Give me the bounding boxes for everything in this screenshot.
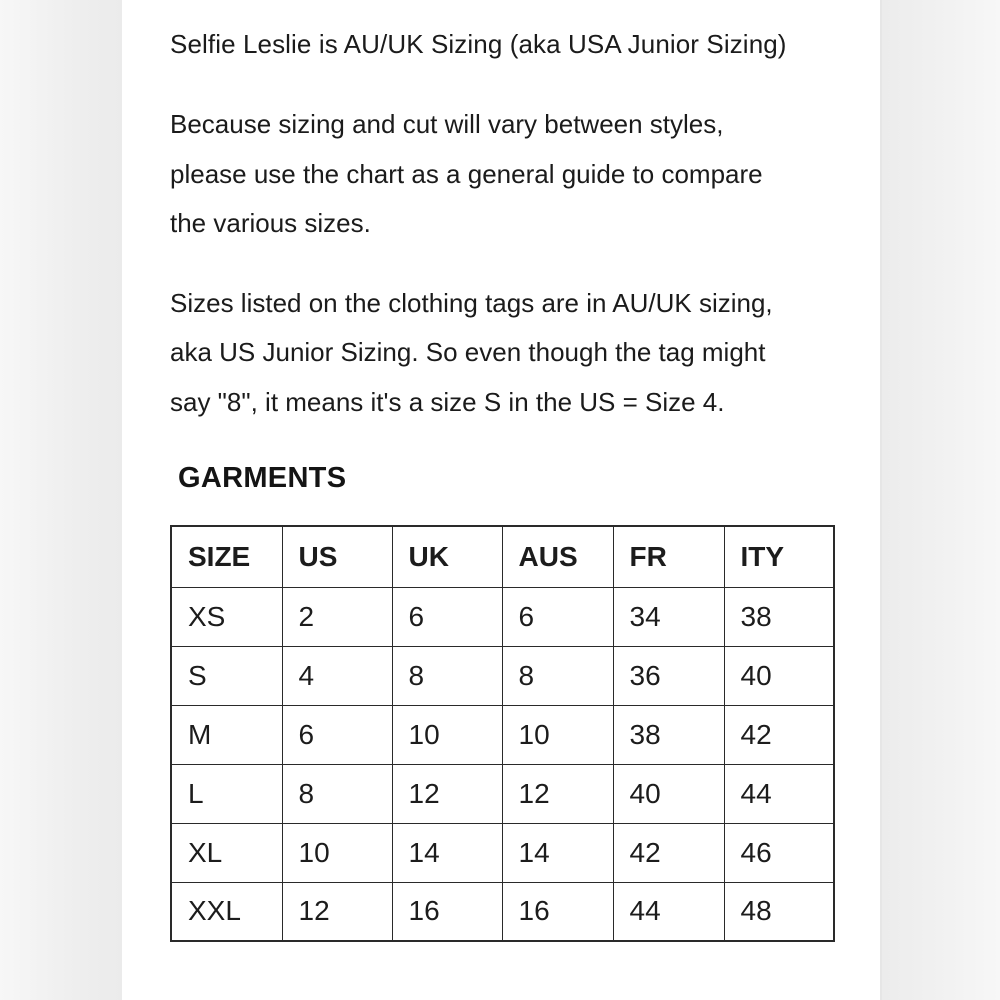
table-cell: 16 [392,882,502,941]
table-cell: 42 [613,823,724,882]
table-cell: XS [171,587,282,646]
table-cell: 40 [613,764,724,823]
paragraph-line: Because sizing and cut will vary between styles, [170,109,724,139]
table-cell: 44 [613,882,724,941]
table-cell: 8 [502,646,613,705]
table-cell: 6 [502,587,613,646]
table-cell: XL [171,823,282,882]
document-content [170,22,850,927]
table-cell: L [171,764,282,823]
table-cell: 10 [392,705,502,764]
table-cell: M [171,705,282,764]
table-cell: 6 [392,587,502,646]
table-cell: 36 [613,646,724,705]
garments-heading: GARMENTS [178,462,347,494]
table-cell: 14 [502,823,613,882]
table-row [171,646,834,705]
table-cell: 10 [502,705,613,764]
table-cell: 2 [282,587,392,646]
sizing-intro: Selfie Leslie is AU/UK Sizing (aka USA Junior Sizing) [170,29,787,59]
table-cell: 12 [392,764,502,823]
header-cell-fr: FR [613,526,724,587]
table-cell: 8 [392,646,502,705]
header-cell-ity: ITY [724,526,834,587]
table-cell: 42 [724,705,834,764]
table-header-row [171,526,834,587]
paragraph-line: the various sizes. [170,208,371,238]
table-row [171,705,834,764]
sizing-guide-paragraph [170,100,850,249]
table-cell: 48 [724,882,834,941]
right-background [882,0,1000,1000]
table-cell: 40 [724,646,834,705]
table-row [171,823,834,882]
paragraph-line: aka US Junior Sizing. So even though the tag might [170,337,766,367]
size-chart-table [170,525,835,942]
table-cell: 14 [392,823,502,882]
table-cell: 38 [613,705,724,764]
header-cell-size: SIZE [171,526,282,587]
paragraph-line: say "8", it means it's a size S in the US = Size 4. [170,386,725,417]
table-cell: 46 [724,823,834,882]
table-row [171,764,834,823]
left-background [0,0,122,1000]
header-cell-uk: UK [392,526,502,587]
document-page [122,0,882,1000]
table-cell: 8 [282,764,392,823]
table-cell: 12 [502,764,613,823]
table-cell: 6 [282,705,392,764]
header-cell-aus: AUS [502,526,613,587]
paragraph-line: please use the chart as a general guide to compare [170,158,763,189]
table-cell: 10 [282,823,392,882]
paragraph-line: Sizes listed on the clothing tags are in AU/UK sizing, [170,287,773,318]
table-cell: 12 [282,882,392,941]
table-cell: XXL [171,882,282,941]
table-cell: 4 [282,646,392,705]
table-row [171,882,834,941]
table-cell: 16 [502,882,613,941]
header-cell-us: US [282,526,392,587]
tag-sizing-paragraph [170,279,850,428]
table-row [171,587,834,646]
table-cell: S [171,646,282,705]
table-cell: 44 [724,764,834,823]
table-cell: 34 [613,587,724,646]
table-cell: 38 [724,587,834,646]
page-edge-divider [880,0,882,1000]
